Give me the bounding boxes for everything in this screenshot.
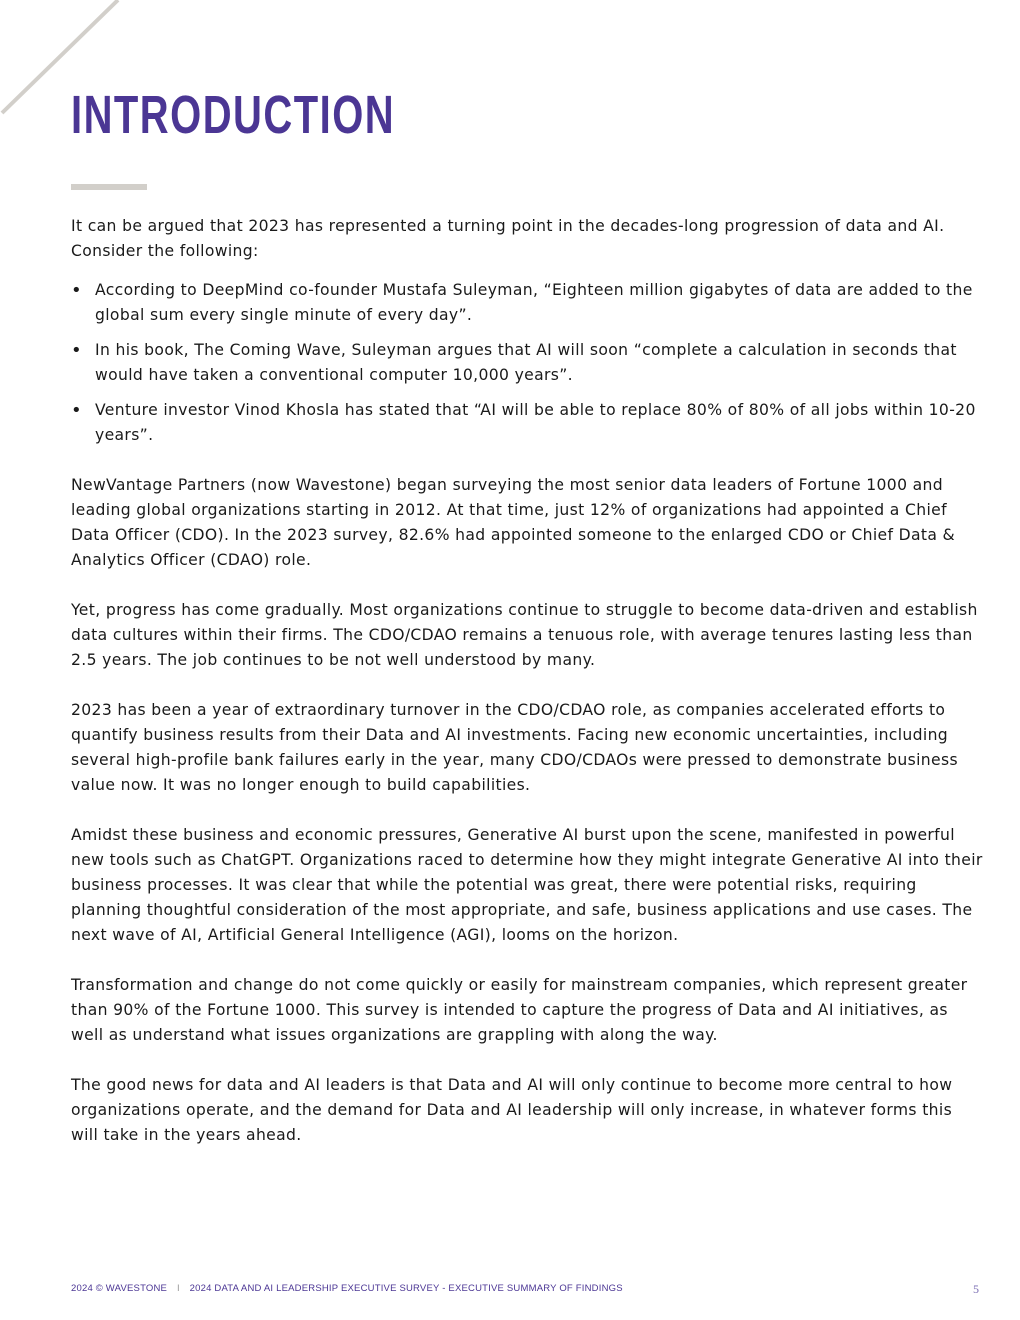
page-number: 5: [973, 1282, 979, 1296]
bullet-item: [71, 398, 983, 448]
bullet-dot-icon: •: [71, 280, 82, 301]
body-content: [71, 214, 983, 1173]
intro-paragraph: It can be argued that 2023 has represented a turning point in the decades-long progression of data and AI. Consider the following:: [71, 217, 945, 260]
body-paragraph: The good news for data and AI leaders is that Data and AI will only continue to become more central to how organizations operate, and the demand for Data and AI leadership will only increase, in whatever forms this will take in the years ahead.: [71, 1076, 953, 1144]
body-paragraph: Transformation and change do not come quickly or easily for mainstream companies, which represent greater than 90% of the Fortune 1000. This survey is intended to capture the progress of Data and AI initiatives, as well as understand what issues organizations are grappling with along the way.: [71, 976, 968, 1044]
body-paragraph: 2023 has been a year of extraordinary turnover in the CDO/CDAO role, as companies accelerated efforts to quantify business results from their Data and AI investments. Facing new economic uncertainties, including several high-profile bank failures early in the year, many CDO/CDAOs were pressed to demonstrate business value now. It was no longer enough to build capabilities.: [71, 701, 958, 794]
footer-report-title: 2024 DATA AND AI LEADERSHIP EXECUTIVE SURVEY - EXECUTIVE SUMMARY OF FINDINGS: [189, 1283, 623, 1294]
page-footer: [71, 1283, 983, 1294]
bullet-dot-icon: •: [71, 400, 82, 421]
body-paragraph: NewVantage Partners (now Wavestone) began surveying the most senior data leaders of Fortune 1000 and leading global organizations starting in 2012. At that time, just 12% of organizations had appointed a Chief Data Officer (CDO). In the 2023 survey, 82.6% had appointed someone to the enlarged CDO or Chief Data & Analytics Officer (CDAO) role.: [71, 476, 956, 569]
footer-copyright: 2024 © WAVESTONE: [71, 1283, 168, 1294]
footer-separator: I: [176, 1283, 180, 1294]
bullet-text: In his book, The Coming Wave, Suleyman argues that AI will soon “complete a calculation in seconds that would have taken a conventional computer 10,000 years”.: [95, 341, 957, 384]
bullet-text: Venture investor Vinod Khosla has stated that “AI will be able to replace 80% of 80% of all jobs within 10-20 years”.: [95, 401, 976, 444]
page-title: INTRODUCTION: [71, 85, 396, 145]
bullet-dot-icon: •: [71, 340, 82, 361]
body-paragraph: Amidst these business and economic pressures, Generative AI burst upon the scene, manifested in powerful new tools such as ChatGPT. Organizations raced to determine how they might integrate Generative AI into their business processes. It was clear that while the potential was great, there were potential risks, requiring planning thoughtful consideration of the most appropriate, and safe, business applications and use cases. The next wave of AI, Artificial General Intelligence (AGI), looms on the horizon.: [71, 826, 983, 944]
title-underline: [71, 184, 147, 190]
bullet-item: [71, 338, 983, 388]
body-paragraph: Yet, progress has come gradually. Most organizations continue to struggle to become data-driven and establish data cultures within their firms. The CDO/CDAO remains a tenuous role, with average tenures lasting less than 2.5 years. The job continues to be not well understood by many.: [71, 601, 978, 669]
bullet-list: [71, 278, 983, 448]
bullet-text: According to DeepMind co-founder Mustafa Suleyman, “Eighteen million gigabytes of data are added to the global sum every single minute of every day”.: [95, 281, 973, 324]
bullet-item: [71, 278, 983, 328]
